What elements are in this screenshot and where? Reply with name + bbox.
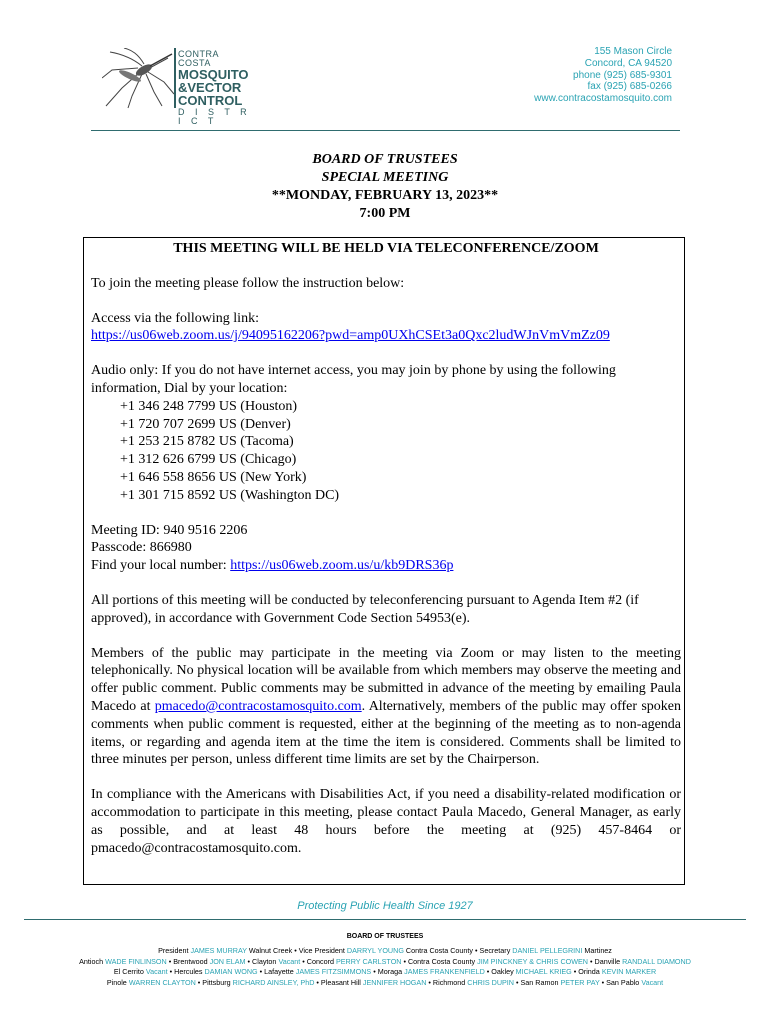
meeting-credentials [91,522,681,575]
trustee-city-text: • Lafayette [257,967,296,976]
trustee-city-text: Contra Costa County • Secretary [403,946,513,955]
trustee-name: JENNIFER HOGAN [362,977,427,987]
meeting-heading [0,151,770,223]
trustee-city-text: • Danville [588,956,623,966]
footer-tagline: Protecting Public Health Since 1927 [297,900,473,912]
logo-control: CONTROL [178,93,243,108]
trustee-name: JAMES MURRAY [190,946,247,955]
phone-houston: +1 346 248 7799 US (Houston) [120,398,298,414]
trustee-city-text: • Orinda [571,967,602,976]
public-comment-text-1: Members of the public may participate in the meeting via Zoom or may listen to the meeting telephonically. No physical location will be available from which members may observe the meeting and offer public comment. Public comments may be submitted in advance of the meeting by emailing Paula Macedo at [91,645,681,714]
footer-board-title: BOARD OF TRUSTEES [346,933,424,940]
trustee-name: JAMES FRANKENFIELD [404,967,485,976]
trustee-name: DARRYL YOUNG [346,946,404,955]
logo-divider [174,48,176,108]
trustee-name: PERRY CARLSTON [335,956,402,966]
trustee-city-text: • Moraga [371,967,405,976]
logo-district: D I S T R I C T [178,107,251,126]
trustee-city-text: • Oakley [484,967,516,976]
meeting-id: Meeting ID: 940 9516 2206 [91,522,248,538]
heading-time: 7:00 PM [359,206,411,221]
heading-date: **MONDAY, FEBRUARY 13, 2023** [271,188,499,203]
trustee-city-text: • Clayton [245,956,279,966]
trustee-name: Vacant [145,967,168,976]
trustees-line [0,946,770,957]
trustee-city-text: • San Ramon [514,977,561,987]
trustee-name: JAMES FITZSIMMONS [295,967,372,976]
trustee-name: Vacant [641,977,664,987]
trustee-name: JON ELAM [209,956,246,966]
trustee-name: DANIEL PELLEGRINI [512,946,583,955]
address-street: 155 Mason Circle [594,46,672,57]
logo-contra-costa: CONTRA COSTA [178,49,219,68]
trustee-city-text: • Concord [300,956,336,966]
district-logo [102,48,252,126]
meeting-passcode: Passcode: 866980 [91,540,192,556]
teleconference-paragraph: All portions of this meeting will be conducted by teleconferencing pursuant to Agenda Item #2 (if approved), in accordance with Government Code Section 54953(e). [91,592,639,626]
trustee-city-text: Martinez [582,946,612,955]
trustee-name: DAMIAN WONG [204,967,258,976]
local-number-link[interactable]: https://us06web.zoom.us/u/kb9DRS36p [230,558,454,574]
trustee-city-text: • San Pablo [599,977,642,987]
public-comment-paragraph [91,645,681,770]
phone-denver: +1 720 707 2699 US (Denver) [120,416,291,432]
notice-content [91,240,681,874]
trustee-city-text: Walnut Creek • Vice President [246,946,347,955]
trustee-name: Vacant [278,956,301,966]
trustee-name: WADE FINLINSON [105,956,167,966]
heading-board: BOARD OF TRUSTEES [312,152,458,167]
trustee-city-text: • Contra Costa County [401,956,478,966]
trustee-city-text: Antioch [79,956,106,966]
ada-paragraph: In compliance with the Americans with Disabilities Act, if you need a disability-related modification or accommodation to participate in this meeting, please contact Paula Macedo, General Manager, as early as possible, and at least 48 hours before the meeting at (925) 457-8464 or pmacedo@contracostamosquito.com. [91,787,681,856]
mosquito-icon [102,48,176,110]
access-label: Access via the following link: [91,310,259,326]
trustee-name: CHRIS DUPIN [467,977,514,987]
trustee-name: MICHAEL KRIEG [515,967,572,976]
district-address [534,46,672,105]
access-block [91,310,681,346]
logo-vector: &VECTOR [178,80,242,95]
trustee-city-text: Pinole [106,977,129,987]
trustee-city-text: • Brentwood [166,956,210,966]
address-city: Concord, CA 94520 [584,57,672,69]
phone-washington: +1 301 715 8592 US (Washington DC) [120,487,340,503]
trustee-city-text: • Hercules [167,967,205,976]
trustee-name: PETER PAY [560,977,600,987]
phone-chicago: +1 312 626 6799 US (Chicago) [120,452,297,468]
notice-title: THIS MEETING WILL BE HELD VIA TELECONFERENCE/ZOOM [173,241,599,256]
trustee-name: KEVIN MARKER [601,967,657,976]
header-divider [91,130,680,131]
audio-block [91,362,681,504]
trustee-name: RICHARD AINSLEY, PhD [232,977,315,987]
notice-intro: To join the meeting please follow the instruction below: [91,275,405,291]
trustees-list [0,946,770,988]
address-website[interactable]: www.contracostamosquito.com [534,93,672,105]
phone-new-york: +1 646 558 8656 US (New York) [120,469,307,485]
trustee-name: JIM PINCKNEY & CHRIS COWEN [477,956,588,966]
heading-special-meeting: SPECIAL MEETING [321,170,449,185]
trustee-city-text: President [158,946,191,955]
public-comment-email-link[interactable]: pmacedo@contracostamosquito.com [154,698,362,714]
zoom-meeting-link[interactable]: https://us06web.zoom.us/j/94095162206?pwd=amp0UXhCSEt3a0Qxc2ludWJnVmVmZz09 [91,328,610,344]
footer-divider [24,919,746,920]
trustee-city-text: • Richmond [426,977,468,987]
public-comment-text-2: . Alternatively, members of the public may offer spoken comments when public comment is requested, either at the beginning of the meeting as to non-agenda items, or regarding and agenda item at the time the item is considered. Comments shall be limited to three minutes per person, unless different time limits are set by the Chairperson. [91,698,681,768]
phone-tacoma: +1 253 215 8782 US (Tacoma) [120,434,294,450]
address-fax: fax (925) 685-0266 [587,81,672,93]
audio-intro: Audio only: If you do not have internet access, you may join by phone by using the following information, Dial by your location: [91,363,616,396]
address-phone: phone (925) 685-9301 [573,69,672,81]
trustee-name: WARREN CLAYTON [128,977,196,987]
trustees-line [0,957,770,968]
trustee-city-text: El Cerrito [113,967,146,976]
logo-mosquito: MOSQUITO [178,67,249,82]
local-number-label: Find your local number: [91,558,231,574]
trustee-city-text: • Pleasant Hill [314,977,363,987]
trustee-name: RANDALL DIAMOND [622,956,691,966]
logo-wordmark [178,50,252,126]
trustee-city-text: • Pittsburg [195,977,233,987]
trustees-line [0,967,770,978]
trustees-line [0,978,770,989]
